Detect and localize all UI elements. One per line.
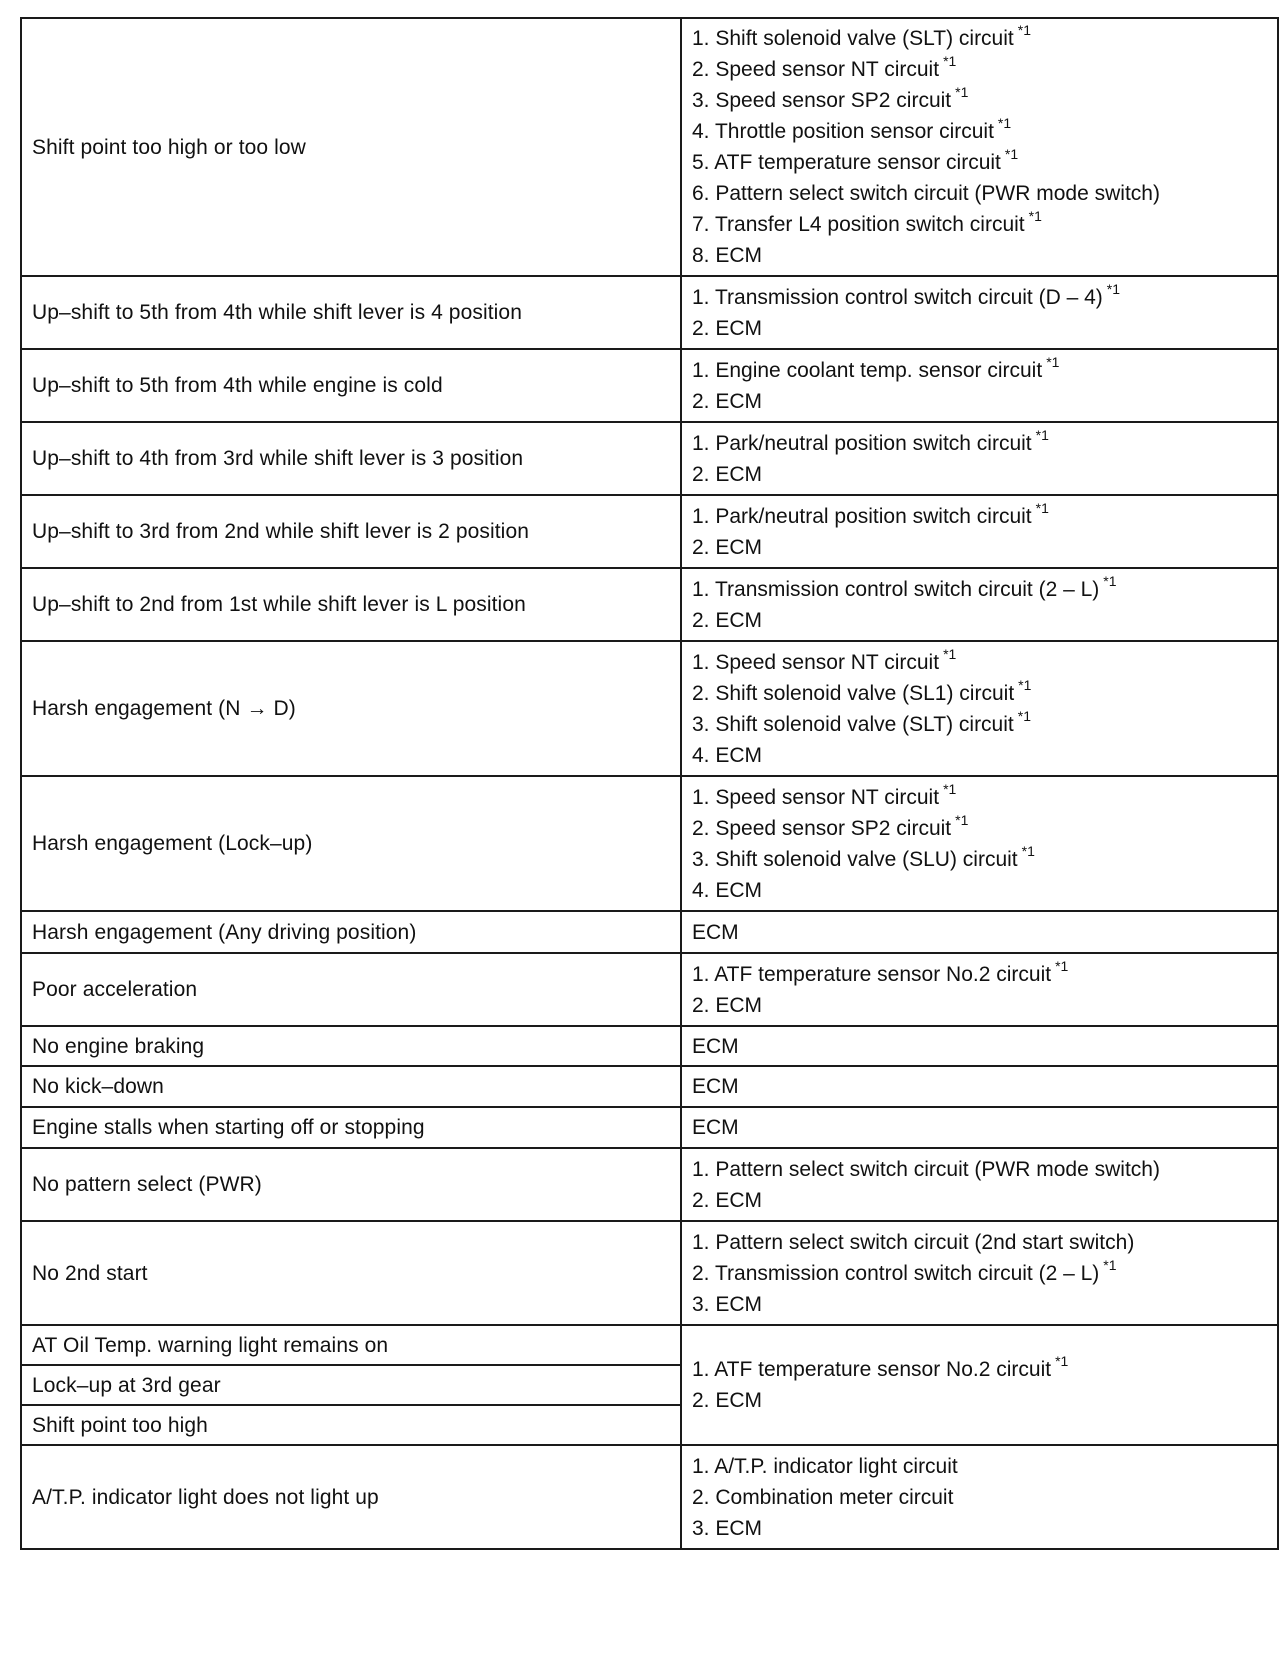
footnote-marker: *1 [1004,146,1019,162]
suspect-area-cell [681,568,1278,641]
suspect-area-item [692,917,1267,948]
footnote-marker: *1 [1017,707,1031,724]
suspect-area-text: 2. ECM [692,316,763,340]
suspect-area-text: 2. Speed sensor SP2 circuit [692,816,952,840]
table-row [21,1148,1278,1221]
footnote-marker: *1 [997,115,1012,131]
symptom-cell: Poor acceleration [21,953,681,1026]
suspect-area-text: 1. Engine coolant temp. sensor circuit [692,358,1043,382]
table-row [21,641,1278,776]
suspect-area-text: 4. ECM [692,743,763,767]
suspect-area-item [692,1112,1267,1143]
suspect-area-cell [681,953,1278,1026]
suspect-area-item [692,1227,1267,1258]
suspect-area-cell [681,276,1278,349]
table-body [21,18,1278,1549]
table-row [21,1221,1278,1325]
suspect-area-text: 3. Speed sensor SP2 circuit [692,89,952,112]
footnote-marker: *1 [955,811,969,828]
suspect-area-text: 4. Throttle position sensor circuit [692,120,994,143]
table-row [21,349,1278,422]
suspect-area-cell [681,495,1278,568]
suspect-area-text: 2. Combination meter circuit [692,1485,954,1509]
table-row [21,953,1278,1026]
suspect-area-item [692,355,1267,386]
footnote-marker: *1 [943,645,957,662]
footnote-marker: *1 [1035,426,1049,443]
suspect-area-text: 1. A/T.P. indicator light circuit [692,1454,958,1478]
suspect-area-item [692,147,1267,178]
table-row [21,1066,1278,1107]
suspect-area-item [692,1513,1267,1544]
symptom-cell: No 2nd start [21,1221,681,1325]
suspect-area-item [692,501,1267,532]
suspect-area-item [692,532,1267,563]
suspect-area-item [692,116,1267,147]
suspect-area-cell [681,776,1278,911]
symptom-cell: Shift point too high or too low [21,18,681,276]
symptom-cell: Engine stalls when starting off or stopping [21,1107,681,1148]
suspect-area-cell [681,1445,1278,1549]
suspect-area-text: ECM [692,1116,739,1139]
suspect-area-item [692,1385,1267,1416]
suspect-area-text: 1. Park/neutral position switch circuit [692,431,1032,455]
suspect-area-cell [681,349,1278,422]
suspect-area-text: 3. ECM [692,1516,763,1540]
suspect-area-item [692,875,1267,906]
symptom-cell: Up–shift to 5th from 4th while shift lever is 4 position [21,276,681,349]
suspect-area-text: 2. ECM [692,535,763,559]
troubleshooting-table [20,17,1279,1550]
suspect-area-text: 2. ECM [692,608,763,632]
suspect-area-text: ECM [692,1075,739,1098]
suspect-area-item [692,85,1267,116]
suspect-area-item [692,959,1267,990]
suspect-area-text: 1. Pattern select switch circuit (PWR mode switch) [692,1157,1160,1181]
suspect-area-text: 3. Shift solenoid valve (SLU) circuit [692,847,1018,871]
suspect-area-item [692,313,1267,344]
suspect-area-item [692,240,1267,271]
table-row [21,276,1278,349]
suspect-area-text: 6. Pattern select switch circuit (PWR mode switch) [692,182,1160,205]
footnote-marker: *1 [943,53,957,69]
suspect-area-cell [681,1107,1278,1148]
suspect-area-text: 1. Transmission control switch circuit (D – 4) [692,285,1103,309]
table-row [21,1445,1278,1549]
suspect-area-item [692,574,1267,605]
suspect-area-text: 1. Speed sensor NT circuit [692,785,940,809]
suspect-area-item [692,678,1267,709]
suspect-area-text: 2. ECM [692,1389,763,1412]
footnote-marker: *1 [955,84,969,100]
suspect-area-item [692,1258,1267,1289]
suspect-area-item [692,178,1267,209]
footnote-marker: *1 [1106,280,1121,297]
suspect-area-item [692,1451,1267,1482]
suspect-area-item [692,1185,1267,1216]
footnote-marker: *1 [1046,353,1060,370]
suspect-area-item [692,386,1267,417]
suspect-area-item [692,428,1267,459]
suspect-area-text: 2. Shift solenoid valve (SL1) circuit [692,681,1015,705]
symptom-cell: Lock–up at 3rd gear [21,1365,681,1405]
suspect-area-text: 4. ECM [692,878,763,902]
suspect-area-text: 2. Speed sensor NT circuit [692,58,940,81]
table-row [21,568,1278,641]
suspect-area-item [692,647,1267,678]
footnote-marker: *1 [1028,208,1042,224]
table-row [21,422,1278,495]
suspect-area-text: 3. Shift solenoid valve (SLT) circuit [692,712,1014,736]
suspect-area-text: 1. ATF temperature sensor No.2 circuit [692,962,1052,986]
suspect-area-cell [681,911,1278,953]
suspect-area-text: 2. Transmission control switch circuit (2 – L) [692,1261,1100,1285]
suspect-area-item [692,740,1267,771]
table-row [21,776,1278,911]
suspect-area-item [692,782,1267,813]
suspect-area-text: 2. ECM [692,1188,763,1212]
suspect-area-text: 5. ATF temperature sensor circuit [692,151,1001,174]
suspect-area-item [692,23,1267,54]
suspect-area-item [692,282,1267,313]
symptom-cell: No kick–down [21,1066,681,1107]
symptom-cell: Harsh engagement (Lock–up) [21,776,681,911]
suspect-area-text: 1. Pattern select switch circuit (2nd start switch) [692,1230,1135,1254]
suspect-area-item [692,844,1267,875]
footnote-marker: *1 [1103,572,1117,589]
symptom-cell: Up–shift to 2nd from 1st while shift lever is L position [21,568,681,641]
suspect-area-text: 1. ATF temperature sensor No.2 circuit [692,1358,1052,1381]
suspect-area-text: 7. Transfer L4 position switch circuit [692,213,1025,236]
suspect-area-item [692,459,1267,490]
footnote-marker: *1 [1017,22,1031,38]
suspect-area-text: 1. Transmission control switch circuit (2 – L) [692,577,1100,601]
suspect-area-item [692,1482,1267,1513]
suspect-area-cell [681,1148,1278,1221]
symptom-cell: Up–shift to 3rd from 2nd while shift lever is 2 position [21,495,681,568]
suspect-area-text: 8. ECM [692,244,763,267]
suspect-area-item [692,605,1267,636]
footnote-marker: *1 [1018,676,1032,693]
symptom-cell: AT Oil Temp. warning light remains on [21,1325,681,1365]
suspect-area-item [692,1031,1267,1062]
symptom-cell: Up–shift to 4th from 3rd while shift lever is 3 position [21,422,681,495]
symptom-cell: Shift point too high [21,1405,681,1445]
suspect-area-text: ECM [692,920,739,944]
suspect-area-cell [681,1026,1278,1066]
suspect-area-text: 1. Speed sensor NT circuit [692,650,940,674]
table-row [21,495,1278,568]
symptom-cell: No engine braking [21,1026,681,1066]
table-row [21,18,1278,276]
suspect-area-text: 1. Shift solenoid valve (SLT) circuit [692,27,1014,50]
table-row [21,1107,1278,1148]
suspect-area-cell [681,1325,1278,1445]
suspect-area-item [692,1289,1267,1320]
suspect-area-text: 3. ECM [692,1292,763,1316]
suspect-area-cell [681,1221,1278,1325]
suspect-area-item [692,1071,1267,1102]
suspect-area-cell [681,422,1278,495]
footnote-marker: *1 [943,780,957,797]
footnote-marker: *1 [1035,499,1049,516]
suspect-area-item [692,813,1267,844]
suspect-area-text: ECM [692,1034,739,1058]
suspect-area-text: 2. ECM [692,462,763,486]
suspect-area-text: 1. Park/neutral position switch circuit [692,504,1032,528]
footnote-marker: *1 [1103,1256,1117,1273]
suspect-area-item [692,1154,1267,1185]
table-row [21,1026,1278,1066]
footnote-marker: *1 [1055,1353,1069,1369]
suspect-area-item [692,54,1267,85]
suspect-area-cell [681,18,1278,276]
symptom-cell: Up–shift to 5th from 4th while engine is cold [21,349,681,422]
suspect-area-text: 2. ECM [692,389,763,413]
suspect-area-item [692,209,1267,240]
suspect-area-cell [681,641,1278,776]
suspect-area-item [692,990,1267,1021]
table-row [21,1325,1278,1365]
symptom-cell: Harsh engagement (N → D) [21,641,681,776]
symptom-cell: Harsh engagement (Any driving position) [21,911,681,953]
suspect-area-item [692,1354,1267,1385]
footnote-marker: *1 [1021,842,1035,859]
table-row [21,911,1278,953]
suspect-area-item [692,709,1267,740]
symptom-cell: No pattern select (PWR) [21,1148,681,1221]
suspect-area-text: 2. ECM [692,993,763,1017]
suspect-area-cell [681,1066,1278,1107]
symptom-cell: A/T.P. indicator light does not light up [21,1445,681,1549]
footnote-marker: *1 [1055,957,1069,974]
